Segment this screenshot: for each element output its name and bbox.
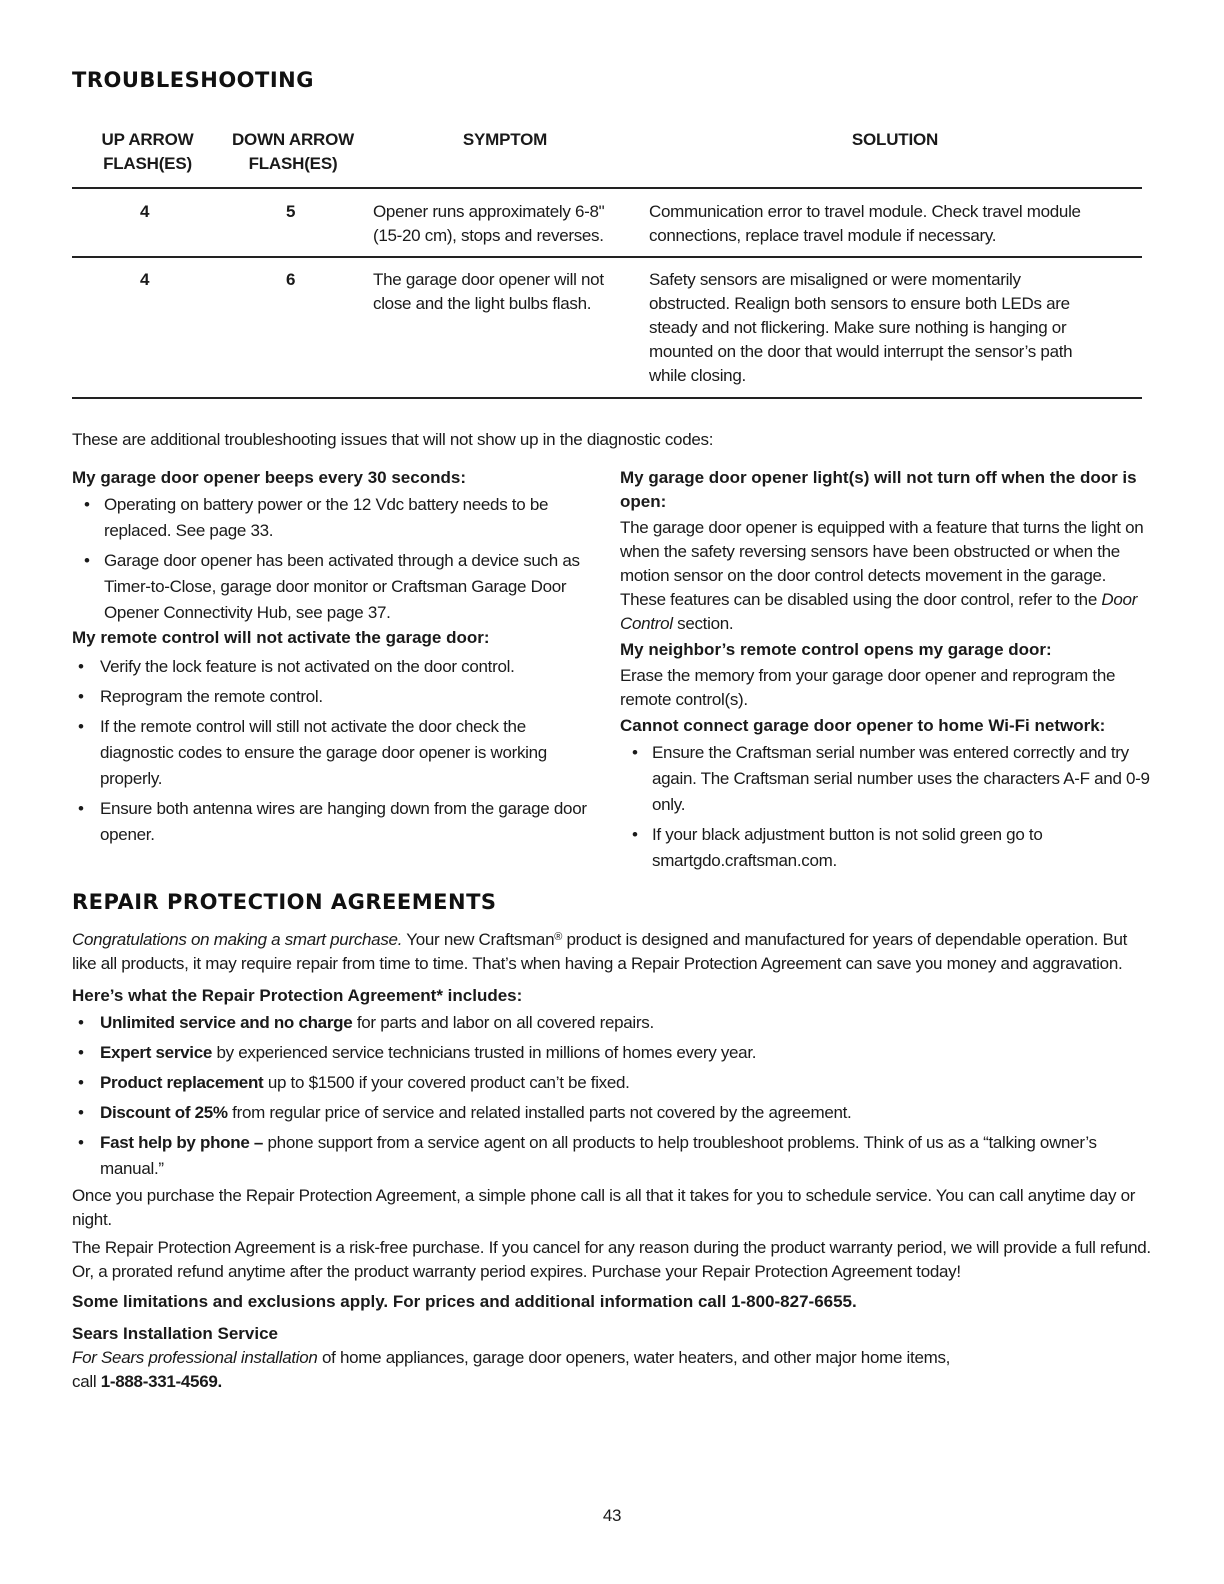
- remote-item-2: Reprogram the remote control.: [100, 687, 323, 706]
- wifi-item-1: Ensure the Craftsman serial number was entered correctly and try again. The Craftsman serial number uses the characters A-F and 0-9 only.: [652, 743, 1150, 814]
- include-4-bold: Discount of 25%: [100, 1103, 228, 1122]
- right-column: [620, 466, 1150, 878]
- remote-item-3: If the remote control will still not activate the door check the diagnostic codes to ensure the garage door opener is working properly.: [100, 717, 547, 788]
- sears-call: [72, 1370, 1152, 1394]
- list-item: [72, 1070, 1152, 1096]
- list-item: [72, 1100, 1152, 1126]
- row2-solution-line1: Safety sensors are misaligned or were momentarily: [649, 270, 1021, 289]
- table-rule-middle: [72, 256, 1142, 258]
- header-down-arrow: [226, 128, 360, 176]
- beeps-item-1: Operating on battery power or the 12 Vdc battery needs to be replaced. See page 33.: [104, 495, 549, 540]
- include-1-bold: Unlimited service and no charge: [100, 1013, 353, 1032]
- header-solution: SOLUTION: [851, 130, 939, 149]
- list-item: [72, 1010, 1152, 1036]
- row1-up-flashes: 4: [140, 202, 150, 221]
- neighbor-heading: My neighbor’s remote control opens my garage door:: [620, 640, 1052, 659]
- bullet-icon: •: [632, 825, 638, 844]
- sears-phone: 1-888-331-4569.: [100, 1372, 222, 1391]
- header-down-arrow-line2: FLASH(ES): [248, 154, 338, 173]
- row2-down-flashes: 6: [286, 270, 296, 289]
- sears-text: [72, 1346, 1152, 1370]
- registered-mark: ®: [554, 931, 563, 943]
- header-up-arrow-line2: FLASH(ES): [103, 154, 192, 173]
- row1-solution-line1: Communication error to travel module. Check travel module: [649, 202, 1081, 221]
- row1-down-flashes: 5: [286, 202, 296, 221]
- list-item: [72, 714, 600, 792]
- list-item: [72, 492, 600, 544]
- repair-intro-a: Your new Craftsman: [402, 930, 555, 949]
- list-item: [72, 796, 600, 848]
- bullet-icon: •: [78, 1043, 84, 1062]
- row2-up-flashes: 4: [140, 270, 150, 289]
- list-item: [72, 684, 600, 710]
- repair-para-2: The Repair Protection Agreement is a risk-free purchase. If you cancel for any reason during the product warranty period, we will provide a full refund. Or, a prorated refund anytime after the product warranty period expires. Purchase your Repair Protection Agreement today!: [72, 1238, 1151, 1281]
- row2-symptom-line2: close and the light bulbs flash.: [373, 294, 592, 313]
- table-rule-top: [72, 187, 1142, 189]
- row1-symptom-line2: (15-20 cm), stops and reverses.: [373, 226, 604, 245]
- beeps-item-2: Garage door opener has been activated through a device such as Timer-to-Close, garage door monitor or Craftsman Garage Door Opener Connectivity Hub, see page 37.: [104, 551, 580, 622]
- remote-item-1: Verify the lock feature is not activated on the door control.: [100, 657, 515, 676]
- include-5-text: phone support from a service agent on all products to help troubleshoot problems. Think of us as a “talking owner’s manual.”: [100, 1133, 1097, 1178]
- bullet-icon: •: [78, 717, 84, 736]
- wifi-item-2: If your black adjustment button is not solid green go to smartgdo.craftsman.com.: [652, 825, 1043, 870]
- page-number: 43: [602, 1506, 622, 1525]
- limitations-text: Some limitations and exclusions apply. For prices and additional information call 1-800-827-6655.: [72, 1292, 857, 1311]
- include-2-text: by experienced service technicians trusted in millions of homes every year.: [212, 1043, 757, 1062]
- include-3-text: up to $1500 if your covered product can’t be fixed.: [263, 1073, 630, 1092]
- repair-intro-italic: Congratulations on making a smart purchase.: [72, 930, 403, 949]
- repair-title: REPAIR PROTECTION AGREEMENTS: [72, 890, 497, 914]
- table-rule-bottom: [72, 397, 1142, 399]
- light-text: [620, 516, 1150, 636]
- list-item: [72, 1040, 1152, 1066]
- bullet-icon: •: [78, 1133, 84, 1152]
- repair-para-1: Once you purchase the Repair Protection Agreement, a simple phone call is all that it takes for you to schedule service. You can call anytime day or night.: [72, 1186, 1136, 1229]
- row2-solution-line5: while closing.: [649, 366, 746, 385]
- light-text-part1: The garage door opener is equipped with a feature that turns the light on when the safety reversing sensors have been obstructed or when the motion sensor on the door control detects movement in the garage. These features can be disabled using the door control, refer to the: [620, 518, 1144, 609]
- repair-section: [72, 928, 1152, 1394]
- sears-italic: For Sears professional installation: [72, 1348, 318, 1367]
- include-5-bold: Fast help by phone –: [100, 1133, 264, 1152]
- beeps-list: [72, 492, 600, 626]
- wifi-list: [620, 740, 1150, 874]
- remote-item-4: Ensure both antenna wires are hanging down from the garage door opener.: [100, 799, 587, 844]
- sears-call-label: call: [72, 1372, 101, 1391]
- sears-body: of home appliances, garage door openers, water heaters, and other major home items,: [317, 1348, 951, 1367]
- list-item: [620, 740, 1150, 818]
- row1-solution: [649, 200, 1081, 248]
- beeps-heading: My garage door opener beeps every 30 seconds:: [72, 468, 466, 487]
- bullet-icon: •: [78, 1103, 84, 1122]
- remote-heading: My remote control will not activate the garage door:: [72, 628, 490, 647]
- row2-symptom-line1: The garage door opener will not: [373, 270, 604, 289]
- light-heading: My garage door opener light(s) will not turn off when the door is open:: [620, 468, 1137, 511]
- header-down-arrow-line1: DOWN ARROW: [231, 130, 354, 149]
- header-up-arrow: [90, 128, 205, 176]
- bullet-icon: •: [78, 1013, 84, 1032]
- list-item: [72, 654, 600, 680]
- repair-intro: [72, 928, 1152, 976]
- row2-solution-line4: mounted on the door that would interrupt the sensor’s path: [649, 342, 1073, 361]
- door-control-ref: Door Control: [620, 590, 1138, 633]
- list-item: [72, 1130, 1152, 1182]
- bullet-icon: •: [78, 657, 84, 676]
- includes-heading: Here’s what the Repair Protection Agreement* includes:: [72, 986, 523, 1005]
- include-4-text: from regular price of service and related installed parts not covered by the agreement.: [227, 1103, 852, 1122]
- include-1-text: for parts and labor on all covered repairs.: [352, 1013, 654, 1032]
- header-up-arrow-line1: UP ARROW: [101, 130, 194, 149]
- light-text-part2: section.: [672, 614, 734, 633]
- bullet-icon: •: [84, 551, 90, 570]
- include-2-bold: Expert service: [100, 1043, 213, 1062]
- includes-list: [72, 1010, 1152, 1182]
- bullet-icon: •: [632, 743, 638, 762]
- row2-symptom: [373, 268, 604, 316]
- troubleshooting-title: TROUBLESHOOTING: [72, 68, 314, 92]
- row1-symptom-line1: Opener runs approximately 6-8": [373, 202, 605, 221]
- bullet-icon: •: [78, 687, 84, 706]
- bullet-icon: •: [84, 495, 90, 514]
- remote-list: [72, 654, 600, 848]
- wifi-heading: Cannot connect garage door opener to home Wi-Fi network:: [620, 716, 1106, 735]
- row2-solution-line2: obstructed. Realign both sensors to ensure both LEDs are: [649, 294, 1070, 313]
- additional-issues-intro: These are additional troubleshooting issues that will not show up in the diagnostic codes:: [72, 430, 714, 449]
- row1-solution-line2: connections, replace travel module if necessary.: [649, 226, 997, 245]
- header-symptom: SYMPTOM: [462, 130, 548, 149]
- include-3-bold: Product replacement: [100, 1073, 264, 1092]
- neighbor-text: Erase the memory from your garage door opener and reprogram the remote control(s).: [620, 666, 1116, 709]
- bullet-icon: •: [78, 799, 84, 818]
- list-item: [72, 548, 600, 626]
- repair-intro-b: product is designed and manufactured for years of dependable operation. But like all products, it may require repair from time to time. That’s when having a Repair Protection Agreement can save you money and aggravation.: [72, 930, 1128, 973]
- row2-solution: [649, 268, 1072, 388]
- row2-solution-line3: steady and not flickering. Make sure nothing is hanging or: [649, 318, 1067, 337]
- list-item: [620, 822, 1150, 874]
- row1-symptom: [373, 200, 604, 248]
- left-column: [72, 466, 600, 852]
- bullet-icon: •: [78, 1073, 84, 1092]
- sears-heading: Sears Installation Service: [72, 1324, 278, 1343]
